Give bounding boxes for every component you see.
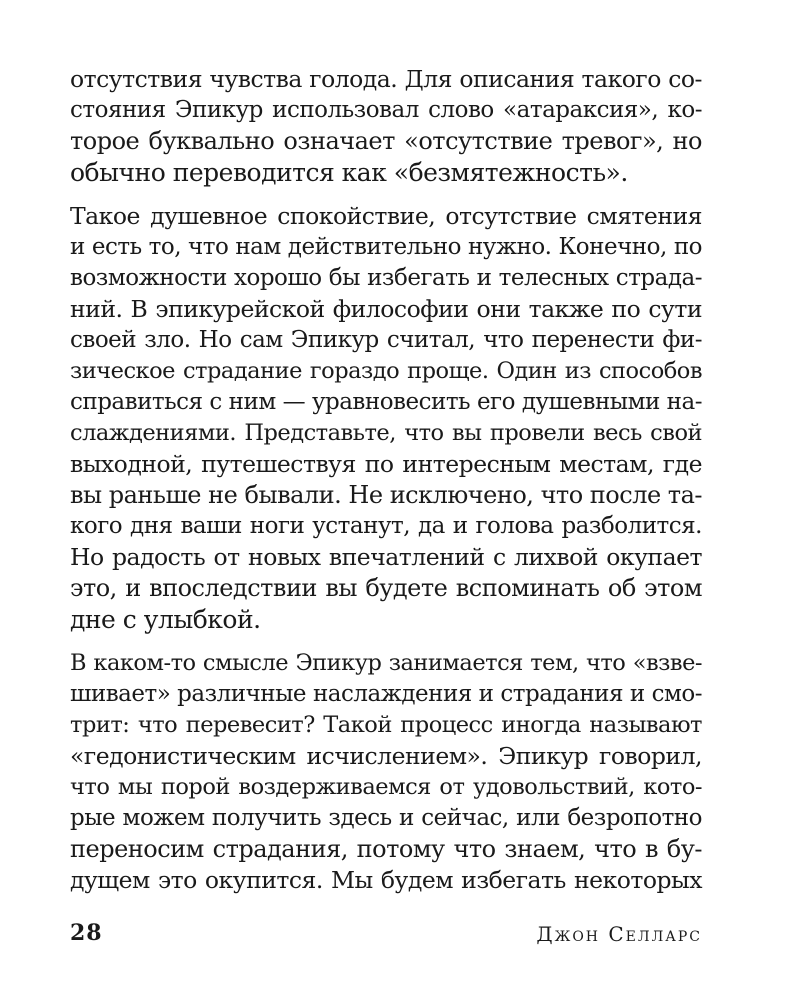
text-line: кого дня ваши ноги устанут, да и голова разболится. — [70, 513, 702, 539]
text-line: трит: что перевесит? Такой процесс иногда называют — [70, 712, 702, 738]
text-line: дне с улыбкой. — [70, 605, 261, 634]
text-line: справиться с ним — уравновесить его душевными на- — [70, 389, 702, 415]
text-line: это, и впоследствии вы будете вспоминать об этом — [70, 574, 702, 602]
paragraph-1 — [70, 64, 702, 188]
text-line: своей зло. Но сам Эпикур считал, что перенести фи- — [70, 327, 702, 353]
text-line: возможности хорошо бы избегать и телесных страда- — [70, 265, 702, 291]
running-head-author: Джон Селларс — [536, 922, 702, 946]
paragraph-3 — [70, 648, 702, 896]
text-line: отсутствия чувства голода. Для описания такого со- — [70, 65, 702, 93]
text-line: что мы порой воздерживаемся от удовольствий, кото- — [70, 774, 702, 800]
text-line: Но радость от новых впечатлений с лихвой окупает — [70, 543, 702, 571]
text-line: и есть то, что нам действительно нужно. Конечно, по — [70, 234, 702, 260]
text-line: зическое страдание гораздо проще. Один из способов — [70, 358, 702, 384]
text-line: стояния Эпикур использовал слово «атараксия», ко- — [70, 97, 702, 123]
page-number: 28 — [70, 920, 103, 946]
text-line: торое буквально означает «отсутствие тревог», но — [70, 127, 702, 155]
text-line: вы раньше не бывали. Не исключено, что после та- — [70, 481, 702, 509]
text-line: В каком-то смысле Эпикур занимается тем, что «взве- — [70, 650, 702, 676]
text-line: дущем это окупится. Мы будем избегать некоторых — [70, 866, 702, 894]
text-line: слаждениями. Представьте, что вы провели весь свой — [70, 420, 702, 446]
text-line: обычно переводится как «безмятежность». — [70, 158, 628, 187]
page-footer — [70, 920, 702, 950]
text-line: ний. В эпикурейской философии они также по сути — [70, 295, 702, 323]
text-line: переносим страдания, потому что знаем, что в бу- — [70, 835, 702, 863]
text-line: выходной, путешествуя по интересным местам, где — [70, 450, 702, 478]
body-text — [70, 64, 702, 909]
paragraph-2 — [70, 201, 702, 635]
text-line: шивает» различные наслаждения и страдания и смо- — [70, 681, 702, 707]
text-line: «гедонистическим исчислением». Эпикур говорил, — [70, 742, 702, 770]
text-line: рые можем получить здесь и сейчас, или безропотно — [70, 805, 702, 831]
text-line: Такое душевное спокойствие, отсутствие смятения — [70, 202, 702, 230]
